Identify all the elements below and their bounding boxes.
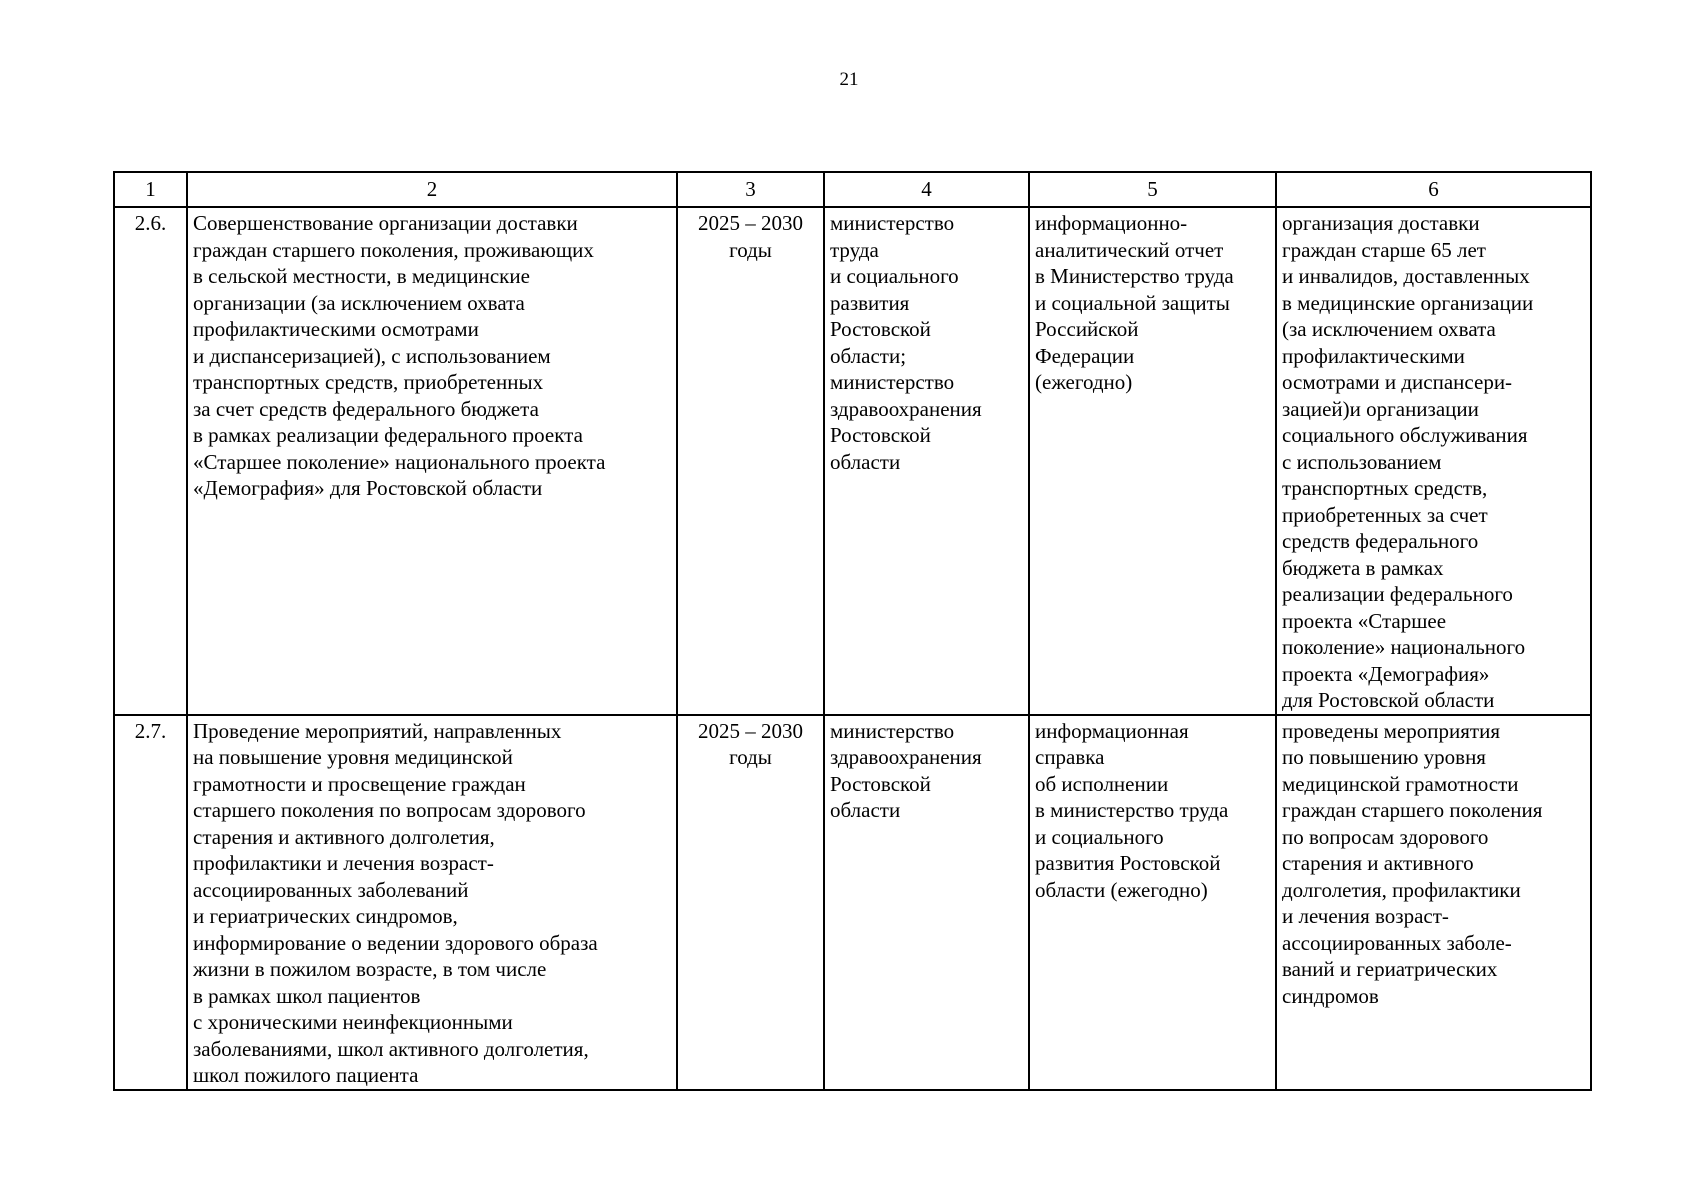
reporting-form: информационная справка об исполнении в министерство труда и социального развития Ростовской области (ежегодно) [1029, 715, 1276, 1090]
column-number: 3 [677, 172, 824, 207]
implementation-period: 2025 – 2030 годы [677, 207, 824, 715]
page-number: 21 [839, 69, 859, 90]
item-number: 2.7. [114, 715, 187, 1090]
column-number: 6 [1276, 172, 1591, 207]
measure-description: Совершенствование организации доставки граждан старшего поколения, проживающих в сельской местности, в медицинские организации (за исключением охвата профилактическими осмотрами и диспансеризацией), с использованием транспортных средств, приобретенных за счет средств федерального бюджета в рамках реализации федерального проекта «Старшее поколение» национального проекта «Демография» для Ростовской области [187, 207, 677, 715]
expected-result: организация доставки граждан старше 65 лет и инвалидов, доставленных в медицинские организации (за исключением охвата профилактическими осмотрами и диспансери- зацией)и организации социального обслуживания с использованием транспортных средств, приобретенных за счет средств федерального бюджета в рамках реализации федерального проекта «Старшее поколение» национального проекта «Демография» для Ростовской области [1276, 207, 1591, 715]
item-number: 2.6. [114, 207, 187, 715]
responsible-executor: министерство здравоохранения Ростовской области [824, 715, 1029, 1090]
responsible-executor: министерство труда и социального развития Ростовской области; министерство здравоохранения Ростовской области [824, 207, 1029, 715]
implementation-period: 2025 – 2030 годы [677, 715, 824, 1090]
column-number-row [114, 172, 1591, 207]
column-number: 2 [187, 172, 677, 207]
table-row [114, 715, 1591, 1090]
expected-result: проведены мероприятия по повышению уровня медицинской грамотности граждан старшего поколения по вопросам здорового старения и активного долголетия, профилактики и лечения возраст- ассоциированных заболе- ваний и гериатрических синдромов [1276, 715, 1591, 1090]
table-row [114, 207, 1591, 715]
reporting-form: информационно- аналитический отчет в Министерство труда и социальной защиты Российской Федерации (ежегодно) [1029, 207, 1276, 715]
column-number: 4 [824, 172, 1029, 207]
column-number: 5 [1029, 172, 1276, 207]
measure-description: Проведение мероприятий, направленных на повышение уровня медицинской грамотности и просвещение граждан старшего поколения по вопросам здорового старения и активного долголетия, профилактики и лечения возраст- ассоциированных заболеваний и гериатрических синдромов, информирование о ведении здорового образа жизни в пожилом возрасте, в том числе в рамках школ пациентов с хроническими неинфекционными заболеваниями, школ активного долголетия, школ пожилого пациента [187, 715, 677, 1090]
column-number: 1 [114, 172, 187, 207]
measures-table [113, 171, 1592, 1091]
